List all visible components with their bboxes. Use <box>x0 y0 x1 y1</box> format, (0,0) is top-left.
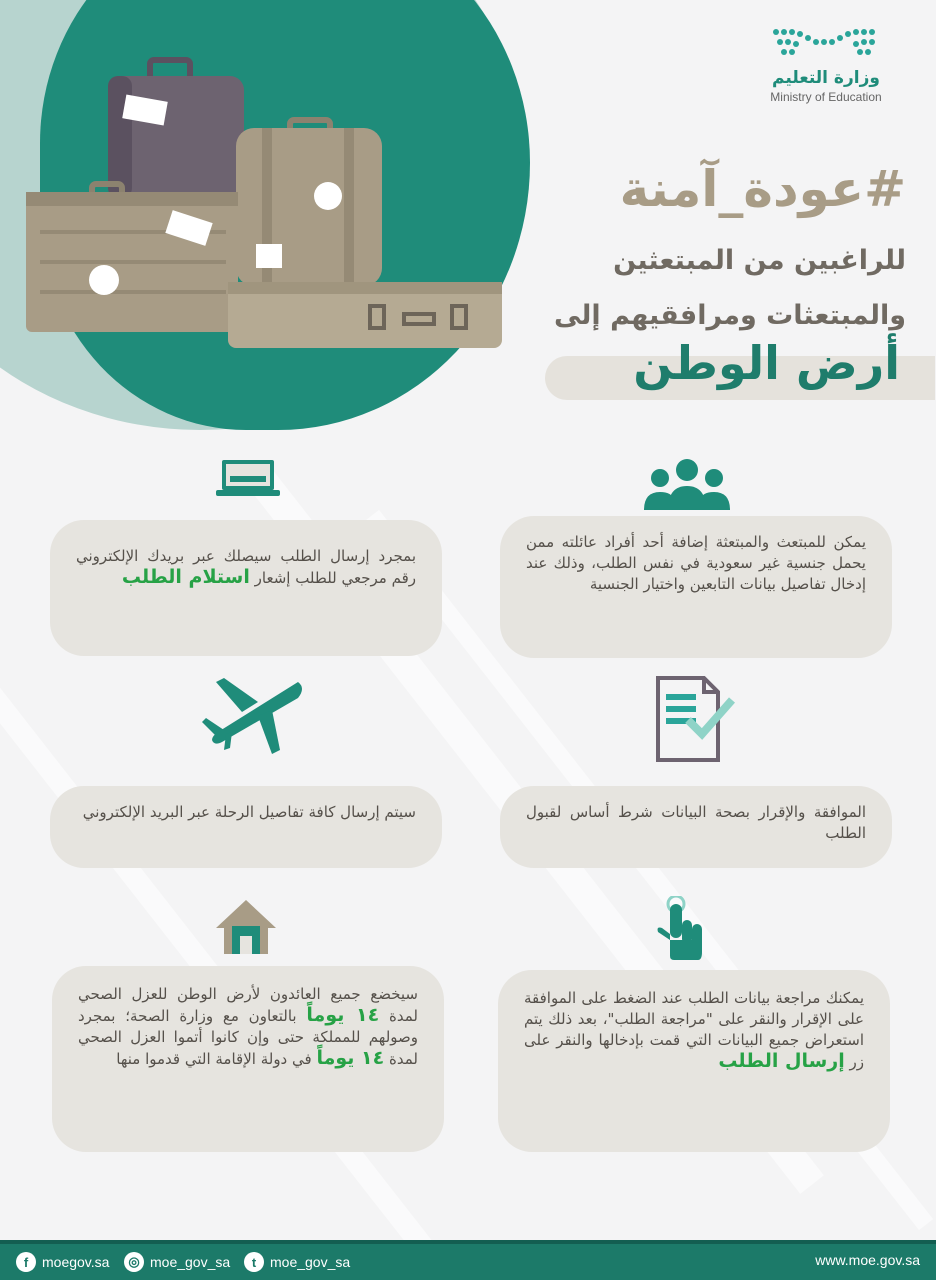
people-icon <box>642 454 732 514</box>
footer-instagram-text: moe_gov_sa <box>150 1254 231 1270</box>
airplane-icon <box>202 672 306 756</box>
card-review-text: يمكنك مراجعة بيانات الطلب عند الضغط على الموافقة على الإقرار والنقر على "مراجعة الطلب"، بعد ذلك يتم استعراض جميع البيانات التي قمت بإدخالها والنقر على زر <box>524 989 864 1071</box>
card-family-text: يمكن للمبتعث والمبتعثة إضافة أحد أفراد عائلته ممن يحمل جنسية غير سعودية في نفس الطلب، وذلك عند إدخال تفاصيل بيانات التابعين واختيار الجنسية <box>526 533 866 593</box>
card-consent-text: الموافقة والإقرار بصحة البيانات شرط أساس لقبول الطلب <box>526 803 866 842</box>
house-icon <box>214 896 278 958</box>
footer-website-link[interactable] <box>815 1252 920 1268</box>
facebook-icon: f <box>16 1252 36 1272</box>
card-quarantine <box>52 966 444 1152</box>
logo-dots-icon <box>766 24 886 60</box>
logo-english-text: Ministry of Education <box>770 90 882 104</box>
footer-website-text: www.moe.gov.sa <box>815 1252 920 1268</box>
footer-twitter-text: moe_gov_sa <box>270 1254 351 1270</box>
card-email-highlight: استلام الطلب <box>121 566 250 588</box>
instagram-icon: ◎ <box>124 1252 144 1272</box>
card-flight-text: سيتم إرسال كافة تفاصيل الرحلة عبر البريد الإلكتروني <box>82 803 416 821</box>
card-quarantine-part3: في دولة الإقامة التي قدموا منها <box>116 1050 312 1068</box>
card-email-text: بمجرد إرسال الطلب سيصلك عبر بريدك الإلكتروني رقم مرجعي للطلب إشعار <box>76 547 416 587</box>
subtitle-line-1: للراغبين من المبتعثين <box>613 245 906 276</box>
ministry-logo <box>746 24 906 124</box>
card-review <box>498 970 890 1152</box>
laptop-icon <box>216 458 280 498</box>
card-quarantine-days2: ١٤ يوماً <box>316 1047 385 1069</box>
card-family <box>500 516 892 658</box>
footer-bar <box>0 1240 936 1280</box>
footer-facebook-link[interactable] <box>16 1252 109 1272</box>
hashtag-heading: #عودة_آمنة <box>619 160 906 218</box>
pointing-hand-icon <box>654 896 706 962</box>
card-quarantine-part2: بالتعاون مع وزارة الصحة؛ بمجرد وصولهم للمملكة حتى وإن كانوا أتموا العزل الصحي لمدة <box>78 1007 418 1068</box>
card-flight <box>50 786 442 868</box>
document-check-icon <box>652 674 736 764</box>
logo-arabic-text: وزارة التعليم <box>772 68 880 88</box>
twitter-icon: t <box>244 1252 264 1272</box>
card-review-highlight: إرسال الطلب <box>718 1050 845 1072</box>
card-consent <box>500 786 892 868</box>
subtitle-line-2: والمبتعثات ومرافقيهم إلى <box>553 300 906 331</box>
footer-instagram-link[interactable] <box>124 1252 230 1272</box>
card-quarantine-part1: سيخضع جميع العائدون لأرض الوطن للعزل الصحي لمدة <box>78 985 419 1025</box>
footer-facebook-text: moegov.sa <box>42 1254 110 1270</box>
card-email <box>50 520 442 656</box>
page-title: أرض الوطن <box>633 336 900 390</box>
footer-twitter-link[interactable] <box>244 1252 350 1272</box>
card-quarantine-days1: ١٤ يوماً <box>306 1004 380 1026</box>
